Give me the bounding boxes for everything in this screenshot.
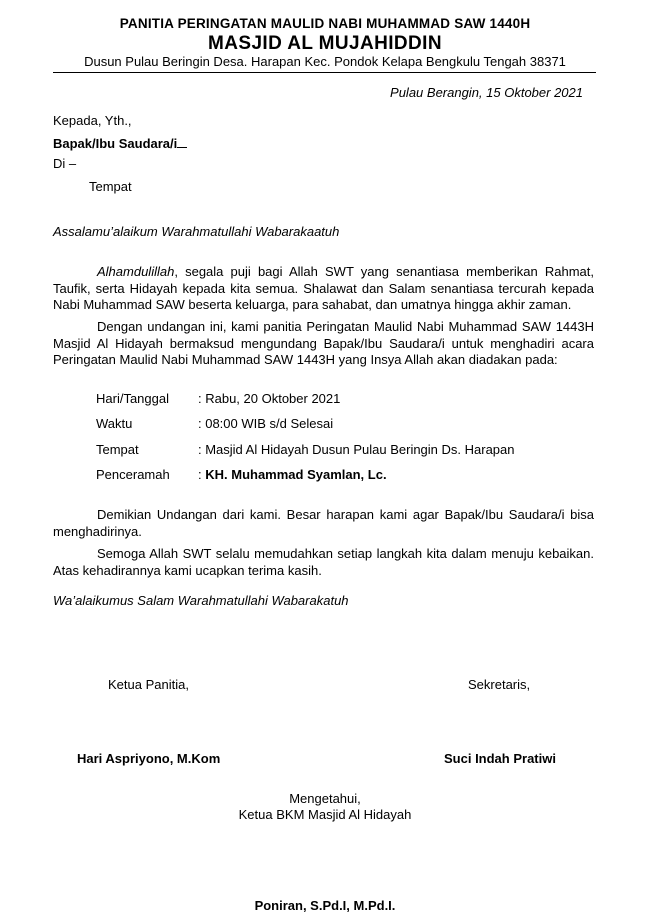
detail-label: Waktu [96,416,133,431]
paragraph-thanks: Semoga Allah SWT selalu memudahkan setiap langkah kita dalam menuju kebaikan. Atas kehadirannya kami ucapkan terima kasih. [53,546,594,578]
paragraph-opening-lead: Alhamdulillah [97,264,175,279]
place-date: Pulau Berangin, 15 Oktober 2021 [390,85,583,100]
detail-label: Hari/Tanggal [96,391,169,406]
secretary-title: Sekretaris, [468,677,531,692]
opening-greeting: Assalamu’alaikum Warahmatullahi Wabarakaatuh [53,224,340,239]
paragraph-invitation: Dengan undangan ini, kami panitia Peringatan Maulid Nabi Muhammad SAW 1443H Masjid Al Hidayah bermaksud mengundang Bapak/Ibu Saudara/i untuk menghadiri acara Peringatan Maulid Nabi Muhammad SAW 1443H yang Insya Allah akan diadakan pada: [53,319,594,367]
chair-name: Hari Aspriyono, M.Kom [77,751,221,766]
closing-greeting: Wa’alaikumus Salam Warahmatullahi Wabarakatuh [53,593,349,608]
approval-label: Mengetahui, [289,791,361,806]
detail-value [198,467,387,482]
detail-row-speaker [96,467,596,487]
detail-row-place [96,442,596,462]
detail-row-time [96,416,596,436]
recipient-at: Di – [53,156,77,171]
detail-row-date [96,391,596,411]
detail-value: : 08:00 WIB s/d Selesai [198,416,334,431]
detail-value: : Rabu, 20 Oktober 2021 [198,391,341,406]
speaker-name: KH. Muhammad Syamlan, Lc. [205,467,387,482]
detail-colon: : [198,467,206,482]
recipient-name-text: Bapak/Ibu Saudara/i [53,136,178,151]
approver-name: Poniran, S.Pd.I, M.Pd.I. [254,898,396,913]
name-underline [177,137,187,148]
detail-label: Tempat [96,442,139,457]
paragraph-closing-hope: Demikian Undangan dari kami. Besar harapan kami agar Bapak/Ibu Saudara/i bisa menghadirinya. [53,507,594,539]
recipient-to: Kepada, Yth., [53,113,132,128]
detail-label: Penceramah [96,467,170,482]
paragraph-opening [53,264,594,314]
mosque-name: MASJID AL MUJAHIDDIN [208,33,442,54]
chair-title: Ketua Panitia, [108,677,189,692]
recipient-place: Tempat [89,179,132,194]
secretary-name: Suci Indah Pratiwi [444,751,556,766]
committee-title: PANITIA PERINGATAN MAULID NABI MUHAMMAD SAW 1440H [119,16,531,31]
address-line: Dusun Pulau Beringin Desa. Harapan Kec. Pondok Kelapa Bengkulu Tengah 38371 [84,54,566,69]
approval-title: Ketua BKM Masjid Al Hidayah [238,807,412,822]
recipient-name [53,136,187,152]
letterhead-divider [53,72,596,73]
paragraph-opening-text: , segala puji bagi Allah SWT yang senantiasa memberikan Rahmat, Taufik, serta Hidayah kepada kita semua. Shalawat dan Salam senantiasa tercurah kepada Nabi Muhammad SAW beserta keluarga, para sahabat, dan umatnya hingga akhir zaman. [53,264,594,312]
detail-value: : Masjid Al Hidayah Dusun Pulau Beringin Ds. Harapan [198,442,515,457]
